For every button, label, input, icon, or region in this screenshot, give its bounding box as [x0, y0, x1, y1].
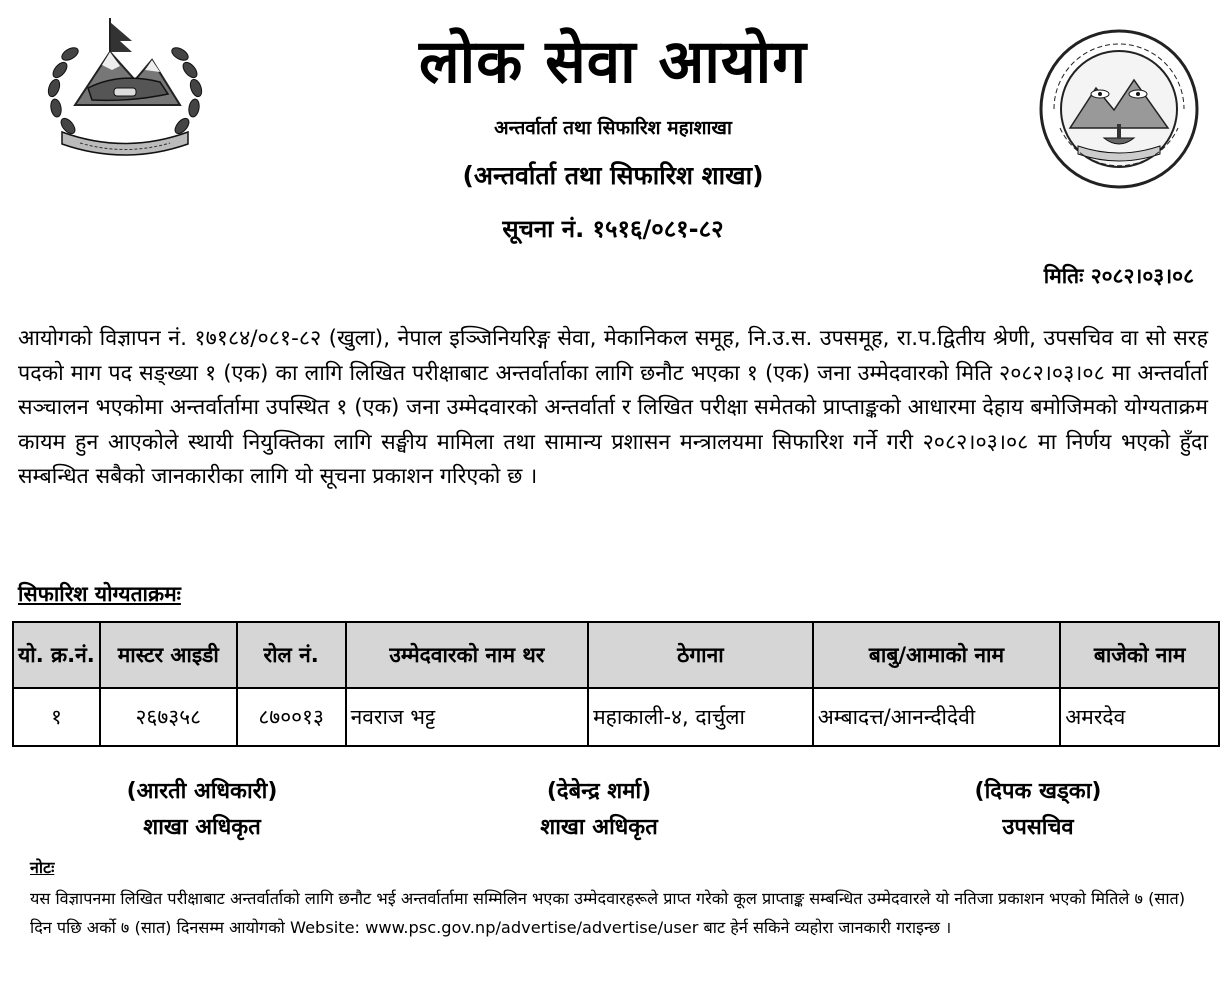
cell-master-id: २६७३५८	[100, 688, 237, 746]
signature-block-3	[873, 774, 1203, 846]
notice-number: सूचना नं. १५१६/०८१-८२	[502, 215, 724, 243]
signatory-title: उपसचिव	[1002, 815, 1074, 840]
signatory-name: (आरती अधिकारी)	[126, 779, 278, 804]
cell-candidate-name: नवराज भट्ट	[346, 688, 589, 746]
section-name: (अन्तर्वार्ता तथा सिफारिश शाखा)	[462, 161, 764, 190]
table-row	[13, 688, 1219, 746]
note-heading: नोटः	[30, 858, 55, 877]
col-header-candidate-name: उम्मेदवारको नाम थर	[346, 622, 589, 688]
col-header-master-id: मास्टर आइडी	[100, 622, 237, 688]
page-title: लोक सेवा आयोग	[419, 27, 807, 97]
signatory-title: शाखा अधिकृत	[540, 815, 658, 840]
cell-serial: १	[13, 688, 100, 746]
cell-roll-no: ८७००१३	[237, 688, 346, 746]
signatory-title: शाखा अधिकृत	[143, 815, 261, 840]
col-header-parents-name: बाबु/आमाको नाम	[813, 622, 1061, 688]
signatory-name: (दिपक खड्का)	[974, 779, 1102, 804]
table-header-row	[13, 622, 1219, 688]
col-header-grandfather-name: बाजेको नाम	[1060, 622, 1219, 688]
psc-seal-logo	[1034, 28, 1204, 190]
signatory-name: (देबेन्द्र शर्मा)	[546, 779, 652, 804]
cell-parents-name: अम्बादत्त/आनन्दीदेवी	[813, 688, 1061, 746]
signature-block-2	[434, 774, 764, 846]
division-name: अन्तर्वार्ता तथा सिफारिश महाशाखा	[494, 117, 732, 139]
recommendation-heading: सिफारिश योग्यताक्रमः	[18, 582, 181, 606]
col-header-address: ठेगाना	[588, 622, 813, 688]
recommendation-table	[12, 621, 1220, 747]
cell-address: महाकाली-४, दार्चुला	[588, 688, 813, 746]
col-header-roll-no: रोल नं.	[237, 622, 346, 688]
signature-block-1	[37, 774, 367, 846]
government-emblem-logo	[40, 10, 210, 160]
notice-body-paragraph: आयोगको विज्ञापन नं. १७१८४/०८१-८२ (खुला), नेपाल इञ्जिनियरिङ्ग सेवा, मेकानिकल समूह, नि.उ.स. उपसमूह, रा.प.द्वितीय श्रेणी, उपसचिव वा सो सरह पदको माग पद सङ्ख्या १ (एक) का लागि लिखित परीक्षाबाट अन्तर्वार्ताका लागि छनौट भएका १ (एक) जना उम्मेदवारको मिति २०८२।०३।०८ मा अन्तर्वार्ता सञ्चालन भएकोमा अन्तर्वार्तामा उपस्थित १ (एक) जना उम्मेदवारको अन्तर्वार्ता र लिखित परीक्षा समेतको प्राप्ताङ्कको आधारमा देहाय बमोजिमको योग्यताक्रम कायम हुन आएकोले स्थायी नियुक्तिका लागि सङ्घीय मामिला तथा सामान्य प्रशासन मन्त्रालयमा सिफारिश गर्ने गरी २०८२।०३।०८ मा निर्णय भएको हुँदा सम्बन्धित सबैको जानकारीका लागि यो सूचना प्रकाशन गरिएको छ ।	[18, 326, 1208, 490]
note-text: यस विज्ञापनमा लिखित परीक्षाबाट अन्तर्वार्ताको लागि छनौट भई अन्तर्वार्तामा सम्मिलिन भएका उम्मेदवारहरूले प्राप्त गरेको कूल प्राप्ताङ्क सम्बन्धित उम्मेदवारले यो नतिजा प्रकाशन भएको मितिले ७ (सात) दिन पछि अर्को ७ (सात) दिनसम्म आयोगको Website: www.psc.gov.np/advertise/advertise/user बाट हेर्न सकिने व्यहोरा जानकारी गराइन्छ ।	[30, 889, 1186, 937]
notice-date: मितिः २०८२।०३।०८	[1043, 264, 1194, 288]
col-header-serial: यो. क्र.नं.	[13, 622, 100, 688]
cell-grandfather-name: अमरदेव	[1060, 688, 1219, 746]
